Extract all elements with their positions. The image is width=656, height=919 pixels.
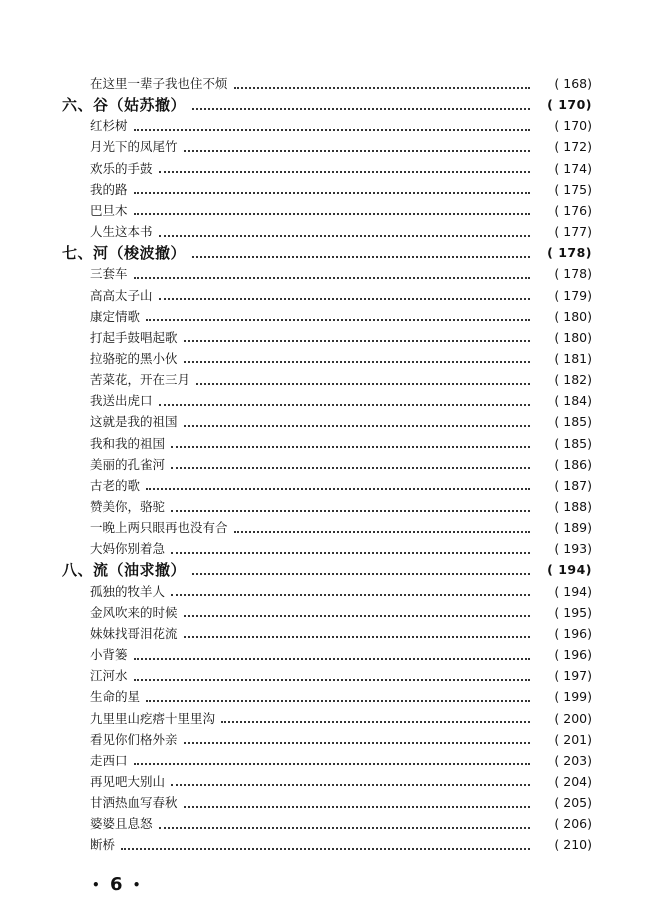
dot-leader xyxy=(171,466,530,469)
dot-leader xyxy=(134,762,530,765)
toc-entry xyxy=(90,603,592,623)
dot-leader xyxy=(184,360,530,363)
toc-title: 巴旦木 xyxy=(90,202,128,218)
toc-title: 大妈你别着急 xyxy=(90,541,166,557)
toc-title: 我的路 xyxy=(90,181,128,197)
toc-page-number: ( 179 ) xyxy=(536,286,592,306)
toc-page-number: ( 189 ) xyxy=(536,518,592,538)
toc-title: 走西口 xyxy=(90,752,128,768)
toc-page-number: ( 205 ) xyxy=(536,793,592,813)
toc-page-number: ( 188 ) xyxy=(536,497,592,517)
toc-entry xyxy=(90,349,592,369)
toc-title: 三套车 xyxy=(90,266,128,282)
toc-title: 小背篓 xyxy=(90,647,128,663)
toc-entry xyxy=(90,412,592,432)
toc-title: 赞美你，骆驼 xyxy=(90,499,166,514)
toc-entry xyxy=(90,793,592,813)
toc-page-number: ( 186 ) xyxy=(536,455,592,475)
toc-page-number: ( 197 ) xyxy=(536,666,592,686)
toc-title: 红杉树 xyxy=(90,118,128,134)
toc-entry xyxy=(90,476,592,496)
toc-title: 欢乐的手鼓 xyxy=(90,160,153,176)
toc-page-number: ( 195 ) xyxy=(536,603,592,623)
toc-title: 月光下的凤尾竹 xyxy=(90,139,178,155)
toc-page-number: ( 178 ) xyxy=(536,264,592,284)
dot-leader xyxy=(134,678,530,681)
toc-page-number: ( 194 ) xyxy=(536,582,592,602)
dot-leader xyxy=(159,826,530,829)
toc-title: 九里里山疙瘩十里里沟 xyxy=(90,710,216,726)
dot-leader xyxy=(192,107,530,110)
dot-leader xyxy=(171,593,530,596)
dot-leader xyxy=(159,234,530,237)
toc-page-number: ( 201 ) xyxy=(536,730,592,750)
toc-entry xyxy=(90,137,592,157)
toc-title: 再见吧大别山 xyxy=(90,773,166,789)
toc-entry xyxy=(90,497,592,517)
toc-title: 江河水 xyxy=(90,668,128,684)
toc-page-number: ( 200 ) xyxy=(536,709,592,729)
dot-leader xyxy=(234,530,530,533)
toc-title: 一晚上两只眼再也没有合 xyxy=(90,520,228,536)
toc-entry xyxy=(90,455,592,475)
toc-page-number: ( 187 ) xyxy=(536,476,592,496)
page-number: 6 xyxy=(109,874,125,895)
dot-leader xyxy=(196,382,530,385)
toc-entry xyxy=(90,264,592,284)
toc-entry xyxy=(90,814,592,834)
toc-entry xyxy=(90,434,592,454)
toc-page-number: ( 168 ) xyxy=(536,74,592,94)
dot-leader xyxy=(134,128,530,131)
toc-entry xyxy=(90,666,592,686)
toc-title: 生命的星 xyxy=(90,689,141,705)
dot-leader xyxy=(184,149,530,152)
dot-leader xyxy=(234,86,530,89)
toc-title: 甘洒热血写春秋 xyxy=(90,795,178,811)
toc-title: 妹妹找哥泪花流 xyxy=(90,625,178,641)
dot-leader xyxy=(159,170,530,173)
toc-entry xyxy=(90,772,592,792)
toc-entry xyxy=(90,687,592,707)
toc-page-number: ( 170 ) xyxy=(536,116,592,136)
toc-page-number: ( 185 ) xyxy=(536,412,592,432)
dot-leader xyxy=(171,509,530,512)
toc-entry xyxy=(90,582,592,602)
toc-page-number: ( 182 ) xyxy=(536,370,592,390)
toc-page-number: ( 193 ) xyxy=(536,539,592,559)
toc-entry xyxy=(90,222,592,242)
dot-leader xyxy=(184,741,530,744)
toc-entry xyxy=(90,180,592,200)
toc-title: 美丽的孔雀河 xyxy=(90,456,166,472)
toc-entry xyxy=(90,539,592,559)
dot-leader xyxy=(192,255,530,258)
toc-title: 看见你们格外亲 xyxy=(90,731,178,747)
toc-page-number: ( 180 ) xyxy=(536,328,592,348)
dot-leader xyxy=(184,635,530,638)
toc-entry xyxy=(90,328,592,348)
toc-page-number: ( 177 ) xyxy=(536,222,592,242)
footer-bullet-left: • xyxy=(92,878,102,892)
toc-section-heading xyxy=(62,243,592,263)
dot-leader xyxy=(159,297,530,300)
dot-leader xyxy=(134,212,530,215)
toc-entry xyxy=(90,624,592,644)
toc-page-number: ( 199 ) xyxy=(536,687,592,707)
dot-leader xyxy=(121,847,530,850)
toc-title: 苦菜花，开在三月 xyxy=(90,372,191,388)
toc-entry xyxy=(90,391,592,411)
toc-page-number: ( 194 ) xyxy=(536,560,592,580)
toc-title: 在这里一辈子我也住不烦 xyxy=(90,76,228,91)
toc-title: 康定情歌 xyxy=(90,308,141,324)
toc-page-number: ( 178 ) xyxy=(536,243,592,263)
dot-leader xyxy=(192,572,530,575)
toc-entry xyxy=(90,518,592,538)
toc-section-heading xyxy=(62,95,592,115)
toc-page-number: ( 176 ) xyxy=(536,201,592,221)
toc-title: 高高太子山 xyxy=(90,287,153,303)
toc-entry xyxy=(90,201,592,221)
dot-leader xyxy=(159,403,530,406)
page-footer xyxy=(92,874,142,895)
toc-title: 这就是我的祖国 xyxy=(90,414,178,430)
toc-entry xyxy=(90,74,592,94)
toc-entry xyxy=(90,286,592,306)
toc-title: 我和我的祖国 xyxy=(90,435,166,451)
toc-entry xyxy=(90,709,592,729)
toc-title: 人生这本书 xyxy=(90,224,153,240)
dot-leader xyxy=(171,445,530,448)
toc-title: 七、河（梭波撤） xyxy=(62,244,187,263)
toc-page-number: ( 210 ) xyxy=(536,835,592,855)
dot-leader xyxy=(134,657,530,660)
toc-page-number: ( 196 ) xyxy=(536,624,592,644)
toc-section-heading xyxy=(62,560,592,580)
dot-leader xyxy=(184,614,530,617)
toc-entry xyxy=(90,116,592,136)
toc-entry xyxy=(90,370,592,390)
dot-leader xyxy=(184,805,530,808)
toc-page-number: ( 170 ) xyxy=(536,95,592,115)
toc-title: 八、流（油求撤） xyxy=(62,561,187,580)
dot-leader xyxy=(134,191,530,194)
toc-page-number: ( 174 ) xyxy=(536,159,592,179)
toc-entry xyxy=(90,835,592,855)
toc-page-number: ( 181 ) xyxy=(536,349,592,369)
toc-title: 断桥 xyxy=(90,837,116,853)
dot-leader xyxy=(221,720,530,723)
dot-leader xyxy=(171,783,530,786)
footer-bullet-right: • xyxy=(132,878,143,892)
dot-leader xyxy=(171,551,530,554)
dot-leader xyxy=(184,339,530,342)
toc-title: 拉骆驼的黑小伙 xyxy=(90,350,178,366)
toc-page-number: ( 204 ) xyxy=(536,772,592,792)
dot-leader xyxy=(134,276,530,279)
toc-title: 孤独的牧羊人 xyxy=(90,583,166,599)
toc-page-number: ( 196 ) xyxy=(536,645,592,665)
toc-page-number: ( 206 ) xyxy=(536,814,592,834)
toc-entry xyxy=(90,159,592,179)
toc-entry xyxy=(90,307,592,327)
toc-page-number: ( 172 ) xyxy=(536,137,592,157)
toc-title: 打起手鼓唱起歌 xyxy=(90,329,178,345)
toc-page-number: ( 175 ) xyxy=(536,180,592,200)
toc-entry xyxy=(90,645,592,665)
dot-leader xyxy=(146,487,530,490)
dot-leader xyxy=(146,699,530,702)
toc-page-number: ( 185 ) xyxy=(536,434,592,454)
toc-page-number: ( 184 ) xyxy=(536,391,592,411)
dot-leader xyxy=(184,424,530,427)
dot-leader xyxy=(146,318,530,321)
toc-page-number: ( 180 ) xyxy=(536,307,592,327)
toc-page-number: ( 203 ) xyxy=(536,751,592,771)
toc-title: 婆婆且息怒 xyxy=(90,816,153,832)
toc-title: 古老的歌 xyxy=(90,477,141,493)
toc-title: 六、谷（姑苏撤） xyxy=(62,96,187,115)
toc-title: 金风吹来的时候 xyxy=(90,604,178,620)
toc-entry xyxy=(90,751,592,771)
toc-title: 我送出虎口 xyxy=(90,393,153,409)
toc-entry xyxy=(90,730,592,750)
